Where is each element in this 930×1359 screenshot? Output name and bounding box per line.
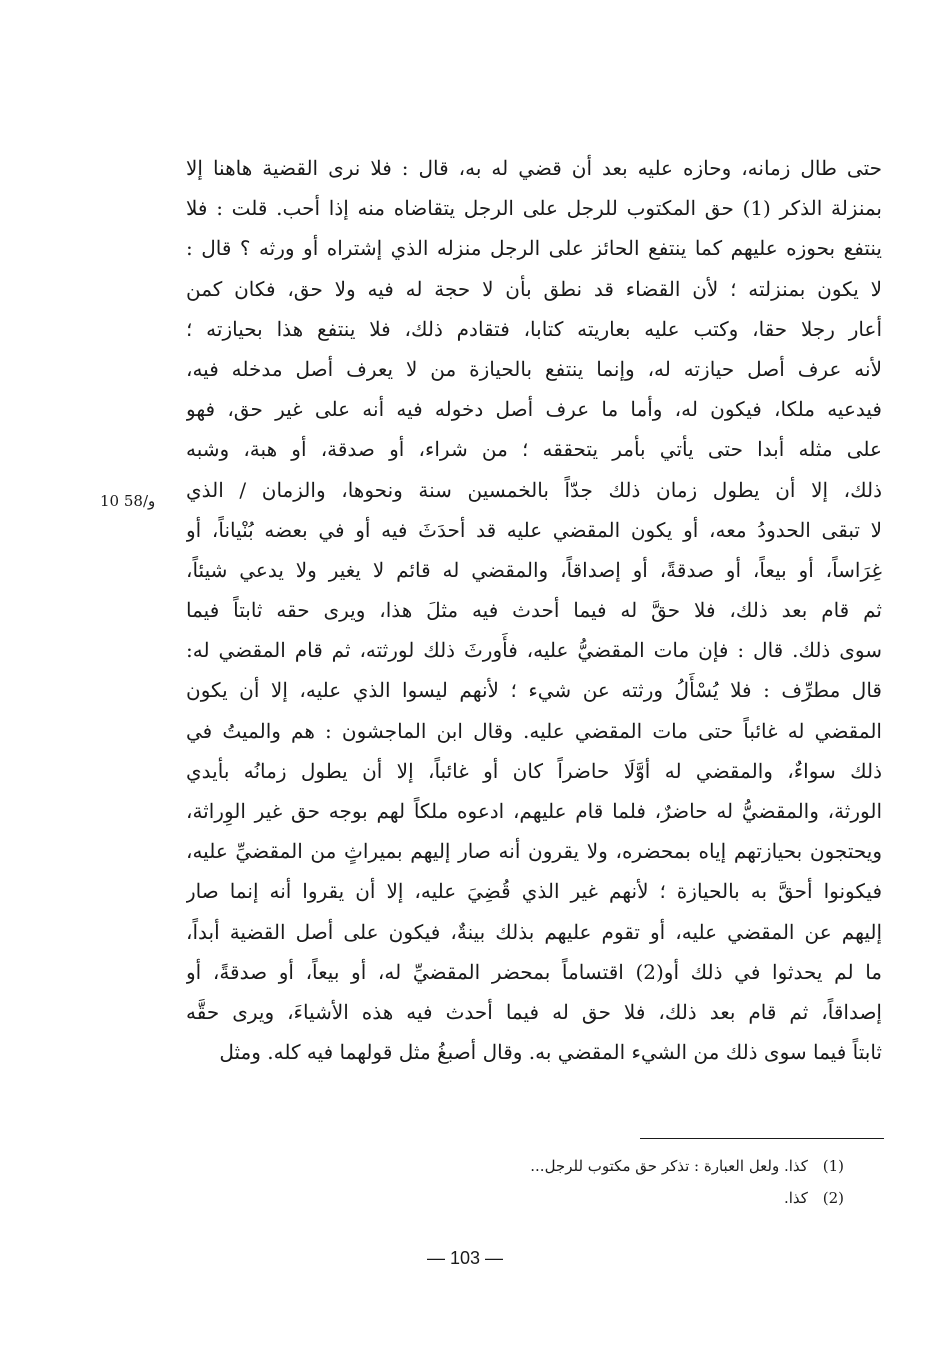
text-line: إليهم عن المقضي عليه، أو تقوم عليهم بذلك بينةٌ، فيكون على أصل القضية أبداً،: [186, 919, 882, 944]
text-line: سوى ذلك. قال : فإن مات المقضيُّ عليه، فأَورثَ ذلك لورثته، ثم قام المقضي له:: [186, 638, 882, 663]
footnote-mark: (1): [822, 1157, 844, 1175]
text-line: ثابتاً فيما سوى ذلك من الشيء المقضي به. وقال أصبغُ مثل قولهما فيه كله. ومثل: [219, 1040, 882, 1065]
text-line: ينتفع بحوزه عليهم كما ينتفع الحائز على الرجل منزله الذي إشتراه أو ورثه ؟ قال :: [186, 236, 882, 261]
text-line: لا يكون بمنزلته ؛ لأن القضاء قد نطق بأن لا حجة له فيه ولا حق، فكان كمن: [186, 276, 882, 301]
text-line: ويحتجون بحيازتهم إياه بمحضره، ولا يقرون أنه صار إليهم بميراثٍ من المقضيِّ عليه،: [186, 839, 882, 864]
text-line: بمنزلة الذكر (1) حق المكتوب للرجل على الرجل يتقاضاه منه إذا أحب. قلت : فلا: [186, 196, 882, 221]
text-line: على مثله أبدا حتى يأتي بأمر يتحققه ؛ من شراء، أو صدقة، أو هبة، وشبه: [186, 437, 882, 462]
text-line: غِرَاساً، أو بيعاً، أو صدقةً، أو إصداقاً، والمقضي له قائم لا يغير ولا يدعي شيئاً،: [186, 557, 882, 582]
footnote-text: كذا. ولعل العبارة : تذكر حق مكتوب للرجل...: [530, 1157, 808, 1175]
page-number: — 103 —: [426, 1248, 504, 1268]
footnote-item: [344, 1150, 844, 1182]
text-line: فيدعيه ملكا، فيكون له، وأما ما عرف أصل دخوله فيه أنه على غير حق، فهو: [186, 397, 882, 422]
text-line: لأنه عرف أصل حيازته له، وإنما ينتفع بالحيازة من لا يعرف أصل مدخله فيه،: [186, 356, 882, 381]
text-line: ما لم يحدثوا في ذلك أو(2) اقتساماً بمحضر المقضيِّ له، أو بيعاً، أو صدقةً، أو: [186, 959, 882, 984]
text-line: لا تبقى الحدودُ معه، أو يكون المقضي عليه قد أحدَثَ فيه أو في بعضه بُنْياناً، أو: [186, 517, 882, 542]
text-line: حتى طال زمانه، وحازه عليه بعد أن قضي له به، قال : فلا نرى القضية هاهنا إلا: [186, 156, 882, 180]
text-line: إصداقاً، ثم قام بعد ذلك، فلا حق له فيما أحدث فيه هذه الأشياءَ، ويرى حقَّه: [186, 999, 882, 1024]
text-line: ذلك سواءٌ، والمقضي له أوَّلَا حاضراً كان أو غائباً، إلا أن يطول زمانُه بأيدي: [186, 758, 882, 783]
footnote-divider: [640, 1138, 884, 1139]
footnote-item: [344, 1182, 844, 1214]
text-line: فيكونوا أحقَّ به بالحيازة ؛ لأنهم غير الذي قُضِيَ عليه، إلا أن يقروا أنه إنما صار: [186, 879, 882, 904]
manuscript-folio-note: 10 58/و: [100, 492, 156, 510]
footnote-mark: (2): [822, 1189, 844, 1207]
footnotes: [344, 1150, 844, 1214]
footnote-text: كذا.: [784, 1189, 808, 1207]
text-line: أعار رجلا حقا، وكتب عليه بعاريته كتابا، فتقادم ذلك، فلا ينتفع هذا بحيازته ؛: [186, 316, 882, 341]
text-line: الورثة، والمقضيُّ له حاضرٌ، فلما قام عليهم، ادعوه ملكاً لهم بوجه حق غير الوِراثة،: [186, 799, 882, 823]
text-line: المقضي له غائباً حتى مات المقضي عليه. وقال ابن الماجشون : هم والميتُ في: [186, 718, 882, 743]
text-line: ثم قام بعد ذلك، فلا حقَّ له فيما أحدث فيه مثلَ هذا، ويرى حقه ثابتاً فيما: [186, 598, 882, 623]
main-text-block: [186, 148, 882, 1072]
text-line: ذلك، إلا أن يطول زمان ذلك جدّاً بالخمسين سنة ونحوها، والزمان / الذي: [186, 477, 882, 502]
text-line: قال مطرِّف : فلا يُسْأَلُ ورثته عن شيء ؛ لأنهم ليسوا الذي عليه، إلا أن يكون: [186, 678, 882, 703]
